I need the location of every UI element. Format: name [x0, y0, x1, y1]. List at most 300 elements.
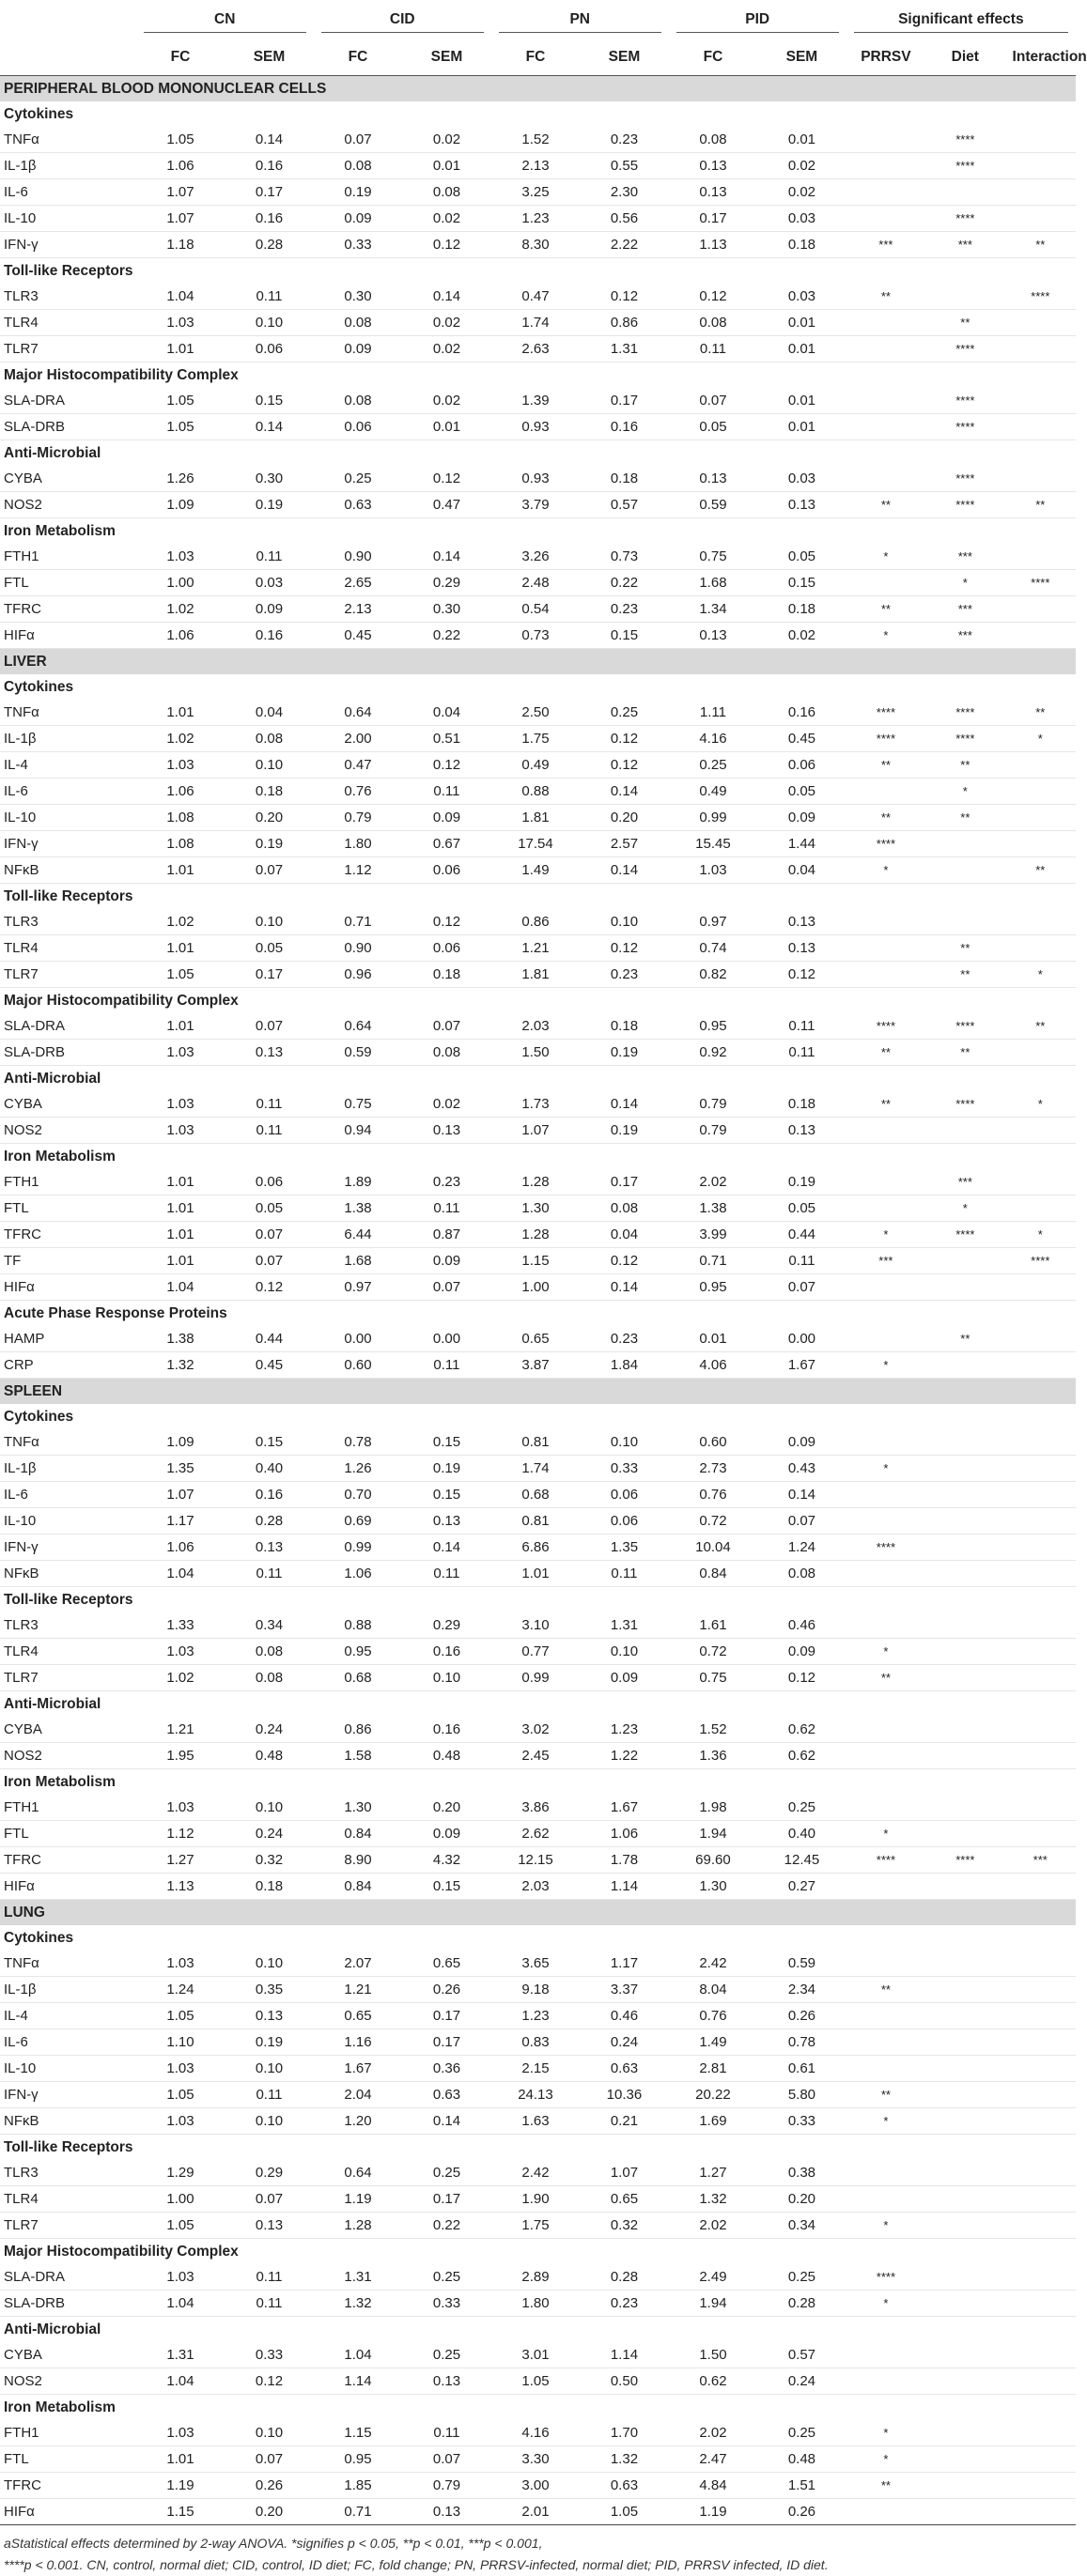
gene-label: IL-6: [0, 2029, 136, 2056]
fc-value: 1.52: [491, 127, 580, 153]
sem-value: 0.11: [225, 1561, 314, 1587]
fc-value: 1.32: [136, 1352, 225, 1379]
fc-value: 0.25: [314, 466, 402, 492]
diet-significance: [925, 1352, 1004, 1379]
fc-value: 0.92: [669, 1040, 757, 1066]
interaction-significance: [1005, 153, 1076, 179]
sem-value: 0.19: [580, 1118, 669, 1144]
prrsv-significance: [846, 570, 925, 596]
header-sem: SEM: [402, 39, 491, 76]
table-row: [0, 414, 1076, 440]
interaction-significance: [1005, 2003, 1076, 2029]
fc-value: 3.25: [491, 179, 580, 206]
gene-label: IL-10: [0, 2056, 136, 2082]
fc-value: 0.19: [314, 179, 402, 206]
fc-value: 0.74: [669, 935, 757, 962]
table-row: [0, 1795, 1076, 1821]
sem-value: 0.32: [225, 1847, 314, 1874]
fc-value: 0.00: [314, 1326, 402, 1352]
sem-value: 0.06: [402, 857, 491, 884]
interaction-significance: [1005, 1874, 1076, 1900]
fc-value: 1.69: [669, 2108, 757, 2135]
sem-value: 0.56: [580, 206, 669, 232]
sem-value: 0.09: [757, 1429, 846, 1456]
interaction-significance: [1005, 206, 1076, 232]
prrsv-significance: ***: [846, 1248, 925, 1274]
fc-value: 1.31: [314, 2264, 402, 2291]
sem-value: 0.32: [580, 2213, 669, 2239]
diet-significance: [925, 1482, 1004, 1508]
sem-value: 0.16: [402, 1717, 491, 1743]
gene-label: NFκB: [0, 857, 136, 884]
diet-significance: [925, 2213, 1004, 2239]
gene-label: SLA-DRB: [0, 2291, 136, 2317]
fc-value: 0.90: [314, 935, 402, 962]
fc-value: 1.75: [491, 2213, 580, 2239]
interaction-significance: [1005, 1326, 1076, 1352]
sem-value: 0.02: [402, 127, 491, 153]
fc-value: 1.89: [314, 1169, 402, 1195]
sem-value: 0.11: [402, 1352, 491, 1379]
sem-value: 0.07: [757, 1274, 846, 1301]
fc-value: 0.97: [314, 1274, 402, 1301]
fc-value: 1.02: [136, 909, 225, 935]
prrsv-significance: **: [846, 2082, 925, 2108]
table-row: [0, 2342, 1076, 2368]
table-row: [0, 935, 1076, 962]
fc-value: 1.05: [136, 2003, 225, 2029]
gene-label: IL-6: [0, 1482, 136, 1508]
fc-value: 4.06: [669, 1352, 757, 1379]
sem-value: 0.19: [757, 1169, 846, 1195]
sem-value: 0.10: [225, 752, 314, 779]
prrsv-significance: [846, 2003, 925, 2029]
gene-label: TFRC: [0, 1222, 136, 1248]
interaction-significance: ****: [1005, 570, 1076, 596]
sem-value: 0.18: [757, 232, 846, 258]
sem-value: 0.44: [225, 1326, 314, 1352]
fc-value: 1.00: [136, 2186, 225, 2213]
table-row: [0, 1352, 1076, 1379]
prrsv-significance: **: [846, 284, 925, 310]
gene-label: IL-10: [0, 206, 136, 232]
fc-value: 0.72: [669, 1508, 757, 1535]
group-header: [0, 674, 1076, 700]
fc-value: 1.05: [136, 2082, 225, 2108]
group-header: [0, 101, 1076, 127]
sem-value: 0.20: [402, 1795, 491, 1821]
fc-value: 2.65: [314, 570, 402, 596]
table-row: [0, 1274, 1076, 1301]
fc-value: 0.73: [491, 623, 580, 649]
diet-significance: [925, 1821, 1004, 1847]
interaction-significance: [1005, 1352, 1076, 1379]
fc-value: 1.61: [669, 1612, 757, 1639]
fc-value: 0.09: [314, 206, 402, 232]
fc-value: 1.15: [136, 2499, 225, 2525]
sem-value: 0.46: [580, 2003, 669, 2029]
fc-value: 2.62: [491, 1821, 580, 1847]
table-row: [0, 2420, 1076, 2446]
group-header: [0, 2317, 1076, 2343]
fc-value: 1.07: [136, 179, 225, 206]
fc-value: 20.22: [669, 2082, 757, 2108]
gene-label: IFN-γ: [0, 2082, 136, 2108]
sem-value: 1.31: [580, 336, 669, 362]
sem-value: 0.11: [402, 1195, 491, 1222]
sem-value: 0.14: [402, 2108, 491, 2135]
gene-label: FTL: [0, 1821, 136, 1847]
sem-value: 0.09: [757, 1639, 846, 1665]
fc-value: 0.65: [491, 1326, 580, 1352]
sem-value: 0.12: [757, 1665, 846, 1691]
sem-value: 0.35: [225, 1977, 314, 2003]
table-row: [0, 2291, 1076, 2317]
sem-value: 0.11: [225, 1091, 314, 1118]
sem-value: 1.06: [580, 1821, 669, 1847]
fc-value: 2.15: [491, 2056, 580, 2082]
header-prrsv: PRRSV: [846, 39, 925, 76]
section-header: [0, 1379, 1076, 1405]
gene-label: HIFα: [0, 1874, 136, 1900]
sem-value: 0.13: [402, 1508, 491, 1535]
interaction-significance: [1005, 805, 1076, 831]
prrsv-significance: ****: [846, 1847, 925, 1874]
sem-value: 3.37: [580, 1977, 669, 2003]
fc-value: 1.81: [491, 962, 580, 988]
diet-significance: [925, 1639, 1004, 1665]
diet-significance: [925, 2160, 1004, 2186]
diet-significance: [925, 1429, 1004, 1456]
diet-significance: [925, 1743, 1004, 1769]
sem-value: 0.13: [225, 1040, 314, 1066]
fc-value: 1.01: [136, 1013, 225, 1040]
header-fc: FC: [314, 39, 402, 76]
sem-value: 0.25: [757, 2264, 846, 2291]
sem-value: 0.15: [402, 1429, 491, 1456]
gene-label: NFκB: [0, 2108, 136, 2135]
fc-value: 1.24: [136, 1977, 225, 2003]
gene-label: TLR4: [0, 2186, 136, 2213]
gene-label: IFN-γ: [0, 831, 136, 857]
table-row: [0, 700, 1076, 726]
sem-value: 0.07: [225, 2446, 314, 2473]
gene-label: FTH1: [0, 544, 136, 570]
gene-label: TNFα: [0, 127, 136, 153]
table-row: [0, 2003, 1076, 2029]
sem-value: 0.13: [402, 2499, 491, 2525]
fc-value: 0.95: [669, 1274, 757, 1301]
group-header: [0, 1587, 1076, 1613]
gene-label: IL-6: [0, 779, 136, 805]
fc-value: 1.23: [491, 2003, 580, 2029]
fc-value: 1.63: [491, 2108, 580, 2135]
group-header: [0, 1144, 1076, 1170]
sem-value: 0.10: [580, 909, 669, 935]
fc-value: 1.35: [136, 1456, 225, 1482]
sem-value: 0.23: [580, 596, 669, 623]
sem-value: 0.06: [402, 935, 491, 962]
sem-value: 0.11: [402, 2420, 491, 2446]
sem-value: 0.14: [225, 127, 314, 153]
header-group-cid: CID: [314, 0, 491, 39]
table-row: [0, 1951, 1076, 1977]
fc-value: 1.03: [136, 1091, 225, 1118]
fc-value: 0.84: [314, 1874, 402, 1900]
fc-value: 1.31: [136, 2342, 225, 2368]
table-row: [0, 1118, 1076, 1144]
table-row: [0, 779, 1076, 805]
sem-value: 0.18: [225, 779, 314, 805]
fc-value: 1.28: [491, 1169, 580, 1195]
gene-label: FTL: [0, 2446, 136, 2473]
section-header: [0, 649, 1076, 675]
fc-value: 2.04: [314, 2082, 402, 2108]
fc-value: 0.76: [669, 1482, 757, 1508]
table-row: [0, 1248, 1076, 1274]
interaction-significance: [1005, 2108, 1076, 2135]
table-row: [0, 752, 1076, 779]
header-sem: SEM: [225, 39, 314, 76]
fc-value: 0.59: [669, 492, 757, 518]
fc-value: 0.88: [491, 779, 580, 805]
fc-value: 1.80: [491, 2291, 580, 2317]
table-row: [0, 1561, 1076, 1587]
prrsv-significance: ****: [846, 726, 925, 752]
sem-value: 0.01: [757, 310, 846, 336]
sem-value: 0.14: [580, 779, 669, 805]
prrsv-significance: [846, 153, 925, 179]
gene-label: IL-1β: [0, 1977, 136, 2003]
diet-significance: [925, 2056, 1004, 2082]
prrsv-significance: *: [846, 1639, 925, 1665]
fc-value: 0.13: [669, 179, 757, 206]
fc-value: 0.70: [314, 1482, 402, 1508]
sem-value: 0.14: [580, 1274, 669, 1301]
sem-value: 0.18: [580, 466, 669, 492]
sem-value: 1.24: [757, 1535, 846, 1561]
table-row: [0, 2056, 1076, 2082]
sem-value: 0.15: [580, 623, 669, 649]
interaction-significance: [1005, 127, 1076, 153]
group-label: Cytokines: [4, 679, 74, 695]
prrsv-significance: ****: [846, 700, 925, 726]
fc-value: 1.28: [491, 1222, 580, 1248]
interaction-significance: ****: [1005, 1248, 1076, 1274]
sem-value: 0.00: [757, 1326, 846, 1352]
table-row: [0, 206, 1076, 232]
fc-value: 3.01: [491, 2342, 580, 2368]
fc-value: 2.42: [491, 2160, 580, 2186]
gene-label: TLR3: [0, 2160, 136, 2186]
table-row: [0, 2186, 1076, 2213]
prrsv-significance: *: [846, 2213, 925, 2239]
fc-value: 1.05: [136, 388, 225, 414]
diet-significance: [925, 2420, 1004, 2446]
sem-value: 0.24: [580, 2029, 669, 2056]
gene-label: HIFα: [0, 623, 136, 649]
sem-value: 0.09: [402, 1821, 491, 1847]
fc-value: 1.04: [136, 284, 225, 310]
gene-label: SLA-DRB: [0, 1040, 136, 1066]
header-group-cn: CN: [136, 0, 314, 39]
sem-value: 0.10: [225, 1795, 314, 1821]
fc-value: 1.05: [136, 962, 225, 988]
diet-significance: [925, 2473, 1004, 2499]
prrsv-significance: ***: [846, 232, 925, 258]
table-row: [0, 544, 1076, 570]
fc-value: 3.86: [491, 1795, 580, 1821]
sem-value: 0.55: [580, 153, 669, 179]
interaction-significance: [1005, 1274, 1076, 1301]
sem-value: 0.57: [757, 2342, 846, 2368]
fc-value: 0.81: [491, 1508, 580, 1535]
group-label: Acute Phase Response Proteins: [4, 1305, 227, 1321]
fc-value: 1.09: [136, 1429, 225, 1456]
gene-label: TLR7: [0, 2213, 136, 2239]
fc-value: 0.64: [314, 2160, 402, 2186]
fc-value: 1.03: [136, 1040, 225, 1066]
table-row: [0, 2499, 1076, 2525]
prrsv-significance: **: [846, 492, 925, 518]
fc-value: 0.07: [669, 388, 757, 414]
sem-value: 0.17: [225, 179, 314, 206]
fc-value: 1.04: [136, 2291, 225, 2317]
fc-value: 1.03: [136, 310, 225, 336]
diet-significance: [925, 2186, 1004, 2213]
fc-value: 0.75: [669, 1665, 757, 1691]
fc-value: 3.02: [491, 1717, 580, 1743]
fc-value: 8.04: [669, 1977, 757, 2003]
header-interaction: Interaction: [1005, 39, 1076, 76]
prrsv-significance: [846, 2368, 925, 2395]
interaction-significance: [1005, 1508, 1076, 1535]
sem-value: 0.17: [580, 1169, 669, 1195]
sem-value: 0.13: [225, 2213, 314, 2239]
sem-value: 0.11: [225, 1118, 314, 1144]
gene-label: IL-6: [0, 179, 136, 206]
fc-value: 1.49: [491, 857, 580, 884]
section-header: [0, 76, 1076, 102]
diet-significance: [925, 179, 1004, 206]
fc-value: 0.08: [669, 127, 757, 153]
fc-value: 0.72: [669, 1639, 757, 1665]
fc-value: 1.30: [491, 1195, 580, 1222]
sem-value: 0.08: [225, 1665, 314, 1691]
interaction-significance: [1005, 2473, 1076, 2499]
diet-significance: ***: [925, 623, 1004, 649]
interaction-significance: [1005, 2082, 1076, 2108]
prrsv-significance: *: [846, 2108, 925, 2135]
fc-value: 0.49: [491, 752, 580, 779]
fc-value: 0.69: [314, 1508, 402, 1535]
fc-value: 1.90: [491, 2186, 580, 2213]
fc-value: 0.12: [669, 284, 757, 310]
interaction-significance: [1005, 779, 1076, 805]
diet-significance: *: [925, 779, 1004, 805]
fc-value: 2.47: [669, 2446, 757, 2473]
table-row: [0, 492, 1076, 518]
fc-value: 0.96: [314, 962, 402, 988]
sem-value: 0.11: [225, 2082, 314, 2108]
gene-label: TLR4: [0, 310, 136, 336]
diet-significance: ****: [925, 1091, 1004, 1118]
prrsv-significance: ****: [846, 1535, 925, 1561]
sem-value: 0.01: [757, 414, 846, 440]
fc-value: 1.75: [491, 726, 580, 752]
sem-value: 1.67: [580, 1795, 669, 1821]
group-header: [0, 988, 1076, 1014]
sem-value: 0.07: [225, 1222, 314, 1248]
interaction-significance: [1005, 2342, 1076, 2368]
sem-value: 0.08: [757, 1561, 846, 1587]
prrsv-significance: [846, 466, 925, 492]
sem-value: 1.14: [580, 2342, 669, 2368]
fc-value: 8.30: [491, 232, 580, 258]
sem-value: 0.25: [402, 2342, 491, 2368]
diet-significance: ****: [925, 726, 1004, 752]
table-row: [0, 1665, 1076, 1691]
sem-value: 0.07: [402, 1013, 491, 1040]
fc-value: 1.08: [136, 805, 225, 831]
sem-value: 0.18: [580, 1013, 669, 1040]
sem-value: 0.12: [225, 1274, 314, 1301]
fc-value: 0.30: [314, 284, 402, 310]
prrsv-significance: [846, 1169, 925, 1195]
sem-value: 0.18: [757, 596, 846, 623]
diet-significance: ****: [925, 1222, 1004, 1248]
fc-value: 1.07: [136, 1482, 225, 1508]
fc-value: 4.16: [669, 726, 757, 752]
fc-value: 0.47: [314, 752, 402, 779]
interaction-significance: ***: [1005, 1847, 1076, 1874]
sem-value: 0.20: [225, 805, 314, 831]
sem-value: 0.16: [402, 1639, 491, 1665]
sem-value: 0.14: [757, 1482, 846, 1508]
sem-value: 0.11: [225, 2291, 314, 2317]
prrsv-significance: *: [846, 1352, 925, 1379]
sem-value: 0.50: [580, 2368, 669, 2395]
table-row: [0, 1429, 1076, 1456]
sem-value: 0.18: [225, 1874, 314, 1900]
fc-value: 0.90: [314, 544, 402, 570]
fc-value: 1.80: [314, 831, 402, 857]
sem-value: 0.11: [402, 1561, 491, 1587]
diet-significance: [925, 1612, 1004, 1639]
sem-value: 0.19: [225, 831, 314, 857]
table-row: [0, 232, 1076, 258]
fc-value: 2.02: [669, 2420, 757, 2446]
sem-value: 0.28: [225, 232, 314, 258]
prrsv-significance: *: [846, 2291, 925, 2317]
diet-significance: [925, 2368, 1004, 2395]
fc-value: 1.19: [669, 2499, 757, 2525]
gene-label: FTH1: [0, 1169, 136, 1195]
fc-value: 0.08: [314, 310, 402, 336]
fc-value: 0.64: [314, 700, 402, 726]
interaction-significance: [1005, 2186, 1076, 2213]
table-row: [0, 623, 1076, 649]
fc-value: 3.87: [491, 1352, 580, 1379]
fc-value: 1.36: [669, 1743, 757, 1769]
fc-value: 0.47: [491, 284, 580, 310]
fc-value: 1.33: [136, 1612, 225, 1639]
fc-value: 12.15: [491, 1847, 580, 1874]
fc-value: 1.01: [136, 700, 225, 726]
fc-value: 1.01: [136, 1248, 225, 1274]
sem-value: 0.05: [757, 1195, 846, 1222]
fc-value: 2.89: [491, 2264, 580, 2291]
